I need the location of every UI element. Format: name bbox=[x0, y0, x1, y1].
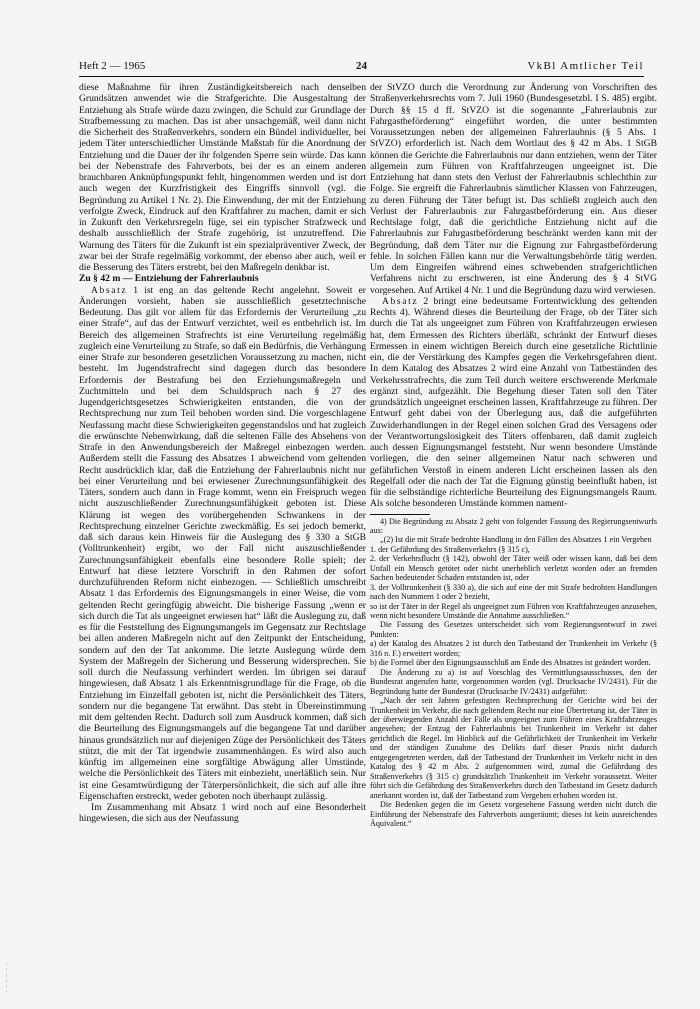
paragraph: diese Maßnahme für ihren Zuständigkeitsbereich nach denselben Grundsätzen anwendet wie die Strafgerichte. Die Ausgestaltung der Entziehung als Strafe würde dazu zwingen, die Schuld zur Grundlage der Strafbemessung zu machen. Das ist aber unsachgemäß, weil dann nicht die Sicherheit des Straßenverkehrs, sondern ein Bündel individueller, bei jedem Täter unterschiedlicher Umstände Maßstab für die Anordnung der Entziehung und die Dauer der ihr folgenden Sperre sein würde. Das kann bei der Nebenstrafe des Fahrverbots, bei der es an einem anderen brauchbaren Anknüpfungspunkt fehlt, hingenommen werden und ist dort auch wegen der Kurzfristigkeit des Eingriffs sinnvoll (vgl. die Begründung zu Artikel 1 Nr. 2). Die Einwendung, der mit der Entziehung verfolgte Zweck, Eindruck auf den Kraftfahrer zu machen, damit er sich in Zukunft den Verkehrsregeln füge, sei ein typischer Strafzweck und deshalb ausschließlich der Strafe zugehörig, ist unzutreffend. Die Warnung des Täters für die Zukunft ist ein spezialpräventiver Zweck, der zwar bei der Strafe regelmäßig vorkommt, der ebenso aber auch, weil er die Besserung des Täters erstrebt, bei den Maßregeln denkbar ist. bbox=[79, 82, 366, 273]
footnote-line: Die Bedenken gegen die im Gesetz vorgesehene Fassung werden nicht durch die Einführung der Nebenstrafe des Fahrverbots ausgeräumt; dieses ist kein ausreichendes Äquivalent.“ bbox=[370, 800, 657, 828]
paragraph bbox=[370, 296, 657, 510]
absatz-label: Absatz bbox=[91, 284, 128, 296]
scan-artifact bbox=[6, 963, 27, 993]
section-heading: Zu § 42 m — Entziehung der Fahrerlaubnis bbox=[79, 273, 259, 285]
footnote-line: Die Änderung zu a) ist auf Vorschlag des Vermittlungsausschusses, den der Bundesrat angerufen hatte, vorgenommen worden (vgl. Drucksache IV/2431). Für die Begründung hatte der Bundesrat (Drucksache IV/2431) aufgeführt: bbox=[370, 667, 657, 696]
footnotes bbox=[370, 517, 657, 829]
footnote-line: 4) Die Begründung zu Absatz 2 geht von folgender Fassung des Regierungsentwurfs aus: bbox=[370, 516, 657, 535]
paragraph bbox=[79, 285, 366, 803]
footnote-line: a) der Katalog des Absatzes 2 ist durch den Tatbestand der Trunkenheit im Verkehr (§ 316 n. F.) erweitert worden; bbox=[370, 639, 657, 658]
footnote-line: b) die Formel über den Eignungsausschluß am Ende des Absatzes ist geändert worden. bbox=[370, 658, 651, 668]
footnote-rule bbox=[370, 514, 430, 515]
footnote-line: „Nach der seit Jahren gefestigten Rechtsprechung der Gerichte wird bei der Trunkenheit im Verkehr, die nach geltendem Recht nur eine Übertretung ist, der Täter in der überwiegenden Anzahl der Fälle als ungeeignet zum Führen eines Kraftfahrzeuges angesehen; der Entzug der Fahrerlaubnis bei Trunkenheit im Verkehr ist daher gerichtlich die Regel. Im Hinblick auf die Gefährlichkeit der Trunkenheit im Verkehr und der ständigen Zunahme des Delikts darf dieser Praxis nicht dadurch entgegengetreten werden, daß der Tatbestand der Trunkenheit im Verkehr nicht in den Katalog des § 42 m Abs. 2 aufgenommen wird, zumal die Gefährdung des Straßenverkehrs (§ 315 c) grundsätzlich Trunkenheit im Verkehr voraussetzt. Weiter führt sich die Gefährdung des Straßenverkehrs durch den Tatbestand im Gesetz dadurch anerkannt worden ist, daß der Tatbestand zum Vergehen erhoben worden ist. bbox=[370, 696, 657, 800]
paragraph-text: 1 ist eng an das geltende Recht angelehnt. Soweit er Änderungen vorsieht, haben sie ausschließlich gesetztechnische Bedeutung. Das gilt vor allem für das Erfordernis der Verurteilung „zu einer Strafe“, auf das der Entwurf verzichtet, weil es entbehrlich ist. Im Bereich des allgemeinen Strafrechts ist eine Verurteilung regelmäßig zugleich eine Verurteilung zu Strafe, so daß ein Bedürfnis, die Verhängung einer Strafe zur besonderen gesetzlichen Voraussetzung zu machen, nicht besteht. Im Jugendstrafrecht sind dagegen durch das besondere Erfordernis der Bestrafung bei den Erziehungsmaßregeln und Zuchtmitteln und bei dem Schuldspruch nach § 27 des Jugendgerichtsgesetzes Schwierigkeiten entstanden, die von der Rechtsprechung nur zum Teil behoben worden sind. Die vorgeschlagene Neufassung macht diese Schwierigkeiten gegenstandslos und hat zugleich die erwünschte Nebenwirkung, daß die seltenen Fälle des Absehens von Strafe in den Anwendungsbereich der Maßregel einbezogen werden. Außerdem stellt die Fassung des Absatzes 1 abweichend vom geltenden Recht ausdrücklich klar, daß die Entziehung der Fahrerlaubnis nicht nur bei einer Verurteilung und bei erwiesener Zurechnungsunfähigkeit des Täters, sondern auch dann in Frage kommt, wenn ein Freispruch wegen nicht auszuschließender Zurechnungsunfähigkeit geboten ist. Diese Klärung ist wegen des vorübergehenden Schwankens in der Rechtsprechung einzelner Gerichte zweckmäßig. Es sei jedoch bemerkt, daß sich daraus kein Hinweis für die Auslegung des § 330 a StGB (Volltrunkenheit) ergibt, wo der Fall nicht auszuschließender Zurechnungsunfähigkeit ebenfalls eine besondere Rolle spielt; der Entwurf hat diese letztere Vorschrift in den Rahmen der sofort durchzuführenden Reform nicht einbezogen. — Schließlich umschreibt Absatz 1 das Erfordernis des Eignungsmangels in einer Weise, die vom geltenden Recht geringfügig abweicht. Die bisherige Fassung „wenn er sich durch die Tat als ungeeignet erwiesen hat“ läßt die Auslegung zu, daß es für die Feststellung des Eignungsmangels im Gegensatz zur Rechtslage bei allen anderen Maßregeln nicht auf den Zeitpunkt der Entscheidung, sondern auf den der Tat ankomme. Die letzte Auslegung würde dem System der Maßregeln der Sicherung und Besserung widersprechen. Sie soll durch die Neufassung verhindert werden. Im übrigen sei darauf hingewiesen, daß Absatz 1 als Erkenntnisgrundlage für die Frage, ob die Entziehung im Einzelfall geboten ist, nicht die Persönlichkeit des Täters, sondern nur die begangene Tat erwähnt. Das steht in Übereinstimmung mit dem geltenden Recht. Dadurch soll zum Ausdruck kommen, daß sich die Beurteilung des Eignungsmangels auf die begangene Tat und darüber hinaus grundsätzlich nur auf diejenigen Züge der Persönlichkeit des Täters stützt, die mit der Tat irgendwie zusammenhängen. Es wird also auch künftig im allgemeinen eine sorgfältige Abwägung aller Umstände, welche die Persönlichkeit des Täters mit einbezieht, unerläßlich sein. Nur ist eine Gesamtwürdigung der Täterpersönlichkeit, die sich auf alle ihre Eigenschaften erstreckt, weder geboten noch überhaupt zulässig. bbox=[79, 284, 366, 802]
right-column bbox=[370, 82, 657, 828]
footnote-line: 1. der Gefährdung des Straßenverkehrs (§ 315 c), bbox=[370, 544, 530, 554]
footnote-line: „(2) Ist die mit Strafe bedrohte Handlung in den Fällen des Absatzes 1 ein Vergehen bbox=[380, 535, 652, 545]
paragraph: Im Zusammenhang mit Absatz 1 wird noch auf eine Besonderheit hingewiesen, die sich aus der Neufassung bbox=[79, 802, 366, 825]
footnote-line: so ist der Täter in der Regel als ungeeignet zum Führen von Kraftfahrzeugen anzusehen, wenn nicht besondere Umstände die Annahme ausschließen.“ bbox=[370, 601, 657, 621]
page-number: 24 bbox=[356, 60, 367, 72]
footnote-line: 3. der Volltrunkenheit (§ 330 a), die sich auf eine der mit Strafe bedrohten Handlungen nach den Nummern 1 oder 2 bezieht, bbox=[370, 582, 657, 602]
footnote-line: Die Fassung des Gesetzes unterscheidet sich vom Regierungsentwurf in zwei Punkten: bbox=[370, 620, 657, 639]
left-column bbox=[79, 82, 366, 825]
footnote-line: 2. der Verkehrsflucht (§ 142), obwohl der Täter weiß oder wissen kann, daß bei dem Unfall ein Mensch getötet oder nicht unerheblich verletzt worden oder an fremden Sachen bedeutender Schaden entstanden ist, oder bbox=[370, 554, 657, 583]
header-rule bbox=[79, 76, 644, 77]
publication-title: VkBl Amtlicher Teil bbox=[527, 60, 644, 72]
paragraph: der StVZO durch die Verordnung zur Änderung von Vorschriften des Straßenverkehrsrechts vom 7. Juli 1960 (Bundesgesetzbl. I S. 485) ergibt. Durch §§ 15 d ff. StVZO ist die sogenannte „Fahrerlaubnis zur Fahrgastbeförderung“ eingeführt worden, die unter bestimmten Voraussetzungen neben der allgemeinen Fahrerlaubnis (§ 5 Abs. 1 StVZO) erforderlich ist. Nach dem Wortlaut des § 42 m Abs. 1 StGB können die Gerichte die Fahrerlaubnis nur dann entziehen, wenn der Täter allgemein zum Führen von Kraftfahrzeugen ungeeignet ist. Die Entziehung hat dann stets den Verlust der Fahrerlaubnis schlechthin zur Folge. Sie ergreift die Fahrerlaubnis sämtlicher Klassen von Fahrzeugen, zu deren Führung der Täter befugt ist. Das schließt zugleich auch den Verlust der Fahrerlaubnis zur Fahrgastbeförderung ein. Aus dieser Rechtslage folgt, daß die gerichtliche Entziehung nicht auf die Fahrerlaubnis zur Fahrgastbeförderung beschränkt werden kann mit der Begründung, daß dem Täter nur die Eignung zur Fahrgastbeförderung fehle. In solchen Fällen kann nur die Verwaltungsbehörde tätig werden. Um dem Eingreifen während eines schwebenden strafgerichtlichen Verfahrens nicht zu erschweren, ist eine Änderung des § 4 StVG vorgesehen. Auf Artikel 4 Nr. 1 und die Begründung dazu wird verwiesen. bbox=[370, 82, 657, 296]
issue-label: Heft 2 — 1965 bbox=[79, 60, 146, 72]
paragraph-text: 2 bringt eine bedeutsame Fortentwicklung des geltenden Rechts 4). Während dieses die Beurteilung der Frage, ob der Täter sich durch die Tat als ungeeignet zum Führen von Kraftfahrzeugen erwiesen hat, dem Ermessen des Richters überläßt, schränkt der Entwurf dieses Ermessen in einem wichtigen Bereich durch eine gesetzliche Richtlinie ein, die der Verstärkung des Kampfes gegen die Verkehrsgefahren dient. In dem Katalog des Absatzes 2 wird eine Anzahl von Tatbeständen des Verkehrsstrafrechts, die zum Teil durch weitere erschwerende Merkmale ergänzt sind, aufgezählt. Die Begehung dieser Taten soll den Täter grundsätzlich ungeeignet erscheinen lassen, Kraftfahrzeuge zu führen. Der Entwurf geht dabei von der Überlegung aus, daß die aufgeführten Zuwiderhandlungen in der Regel einen solchen Grad des Versagens oder der Verantwortungslosigkeit des Täters offenbaren, daß damit zugleich auch dessen Eignungsmangel feststeht. Nur wenn besondere Umstände vorliegen, die den seiner allgemeinen Natur nach schweren und gefährlichen Verstoß in einem anderen Licht erscheinen lassen als den Regelfall oder die nach der Tat die Eignung günstig beeinflußt haben, ist für die selbständige richterliche Beurteilung des Eignungsmangels Raum. Als solche besonderen Umstände kommen nament- bbox=[370, 295, 657, 510]
absatz-label: Absatz bbox=[382, 295, 419, 307]
page-header bbox=[79, 58, 644, 74]
